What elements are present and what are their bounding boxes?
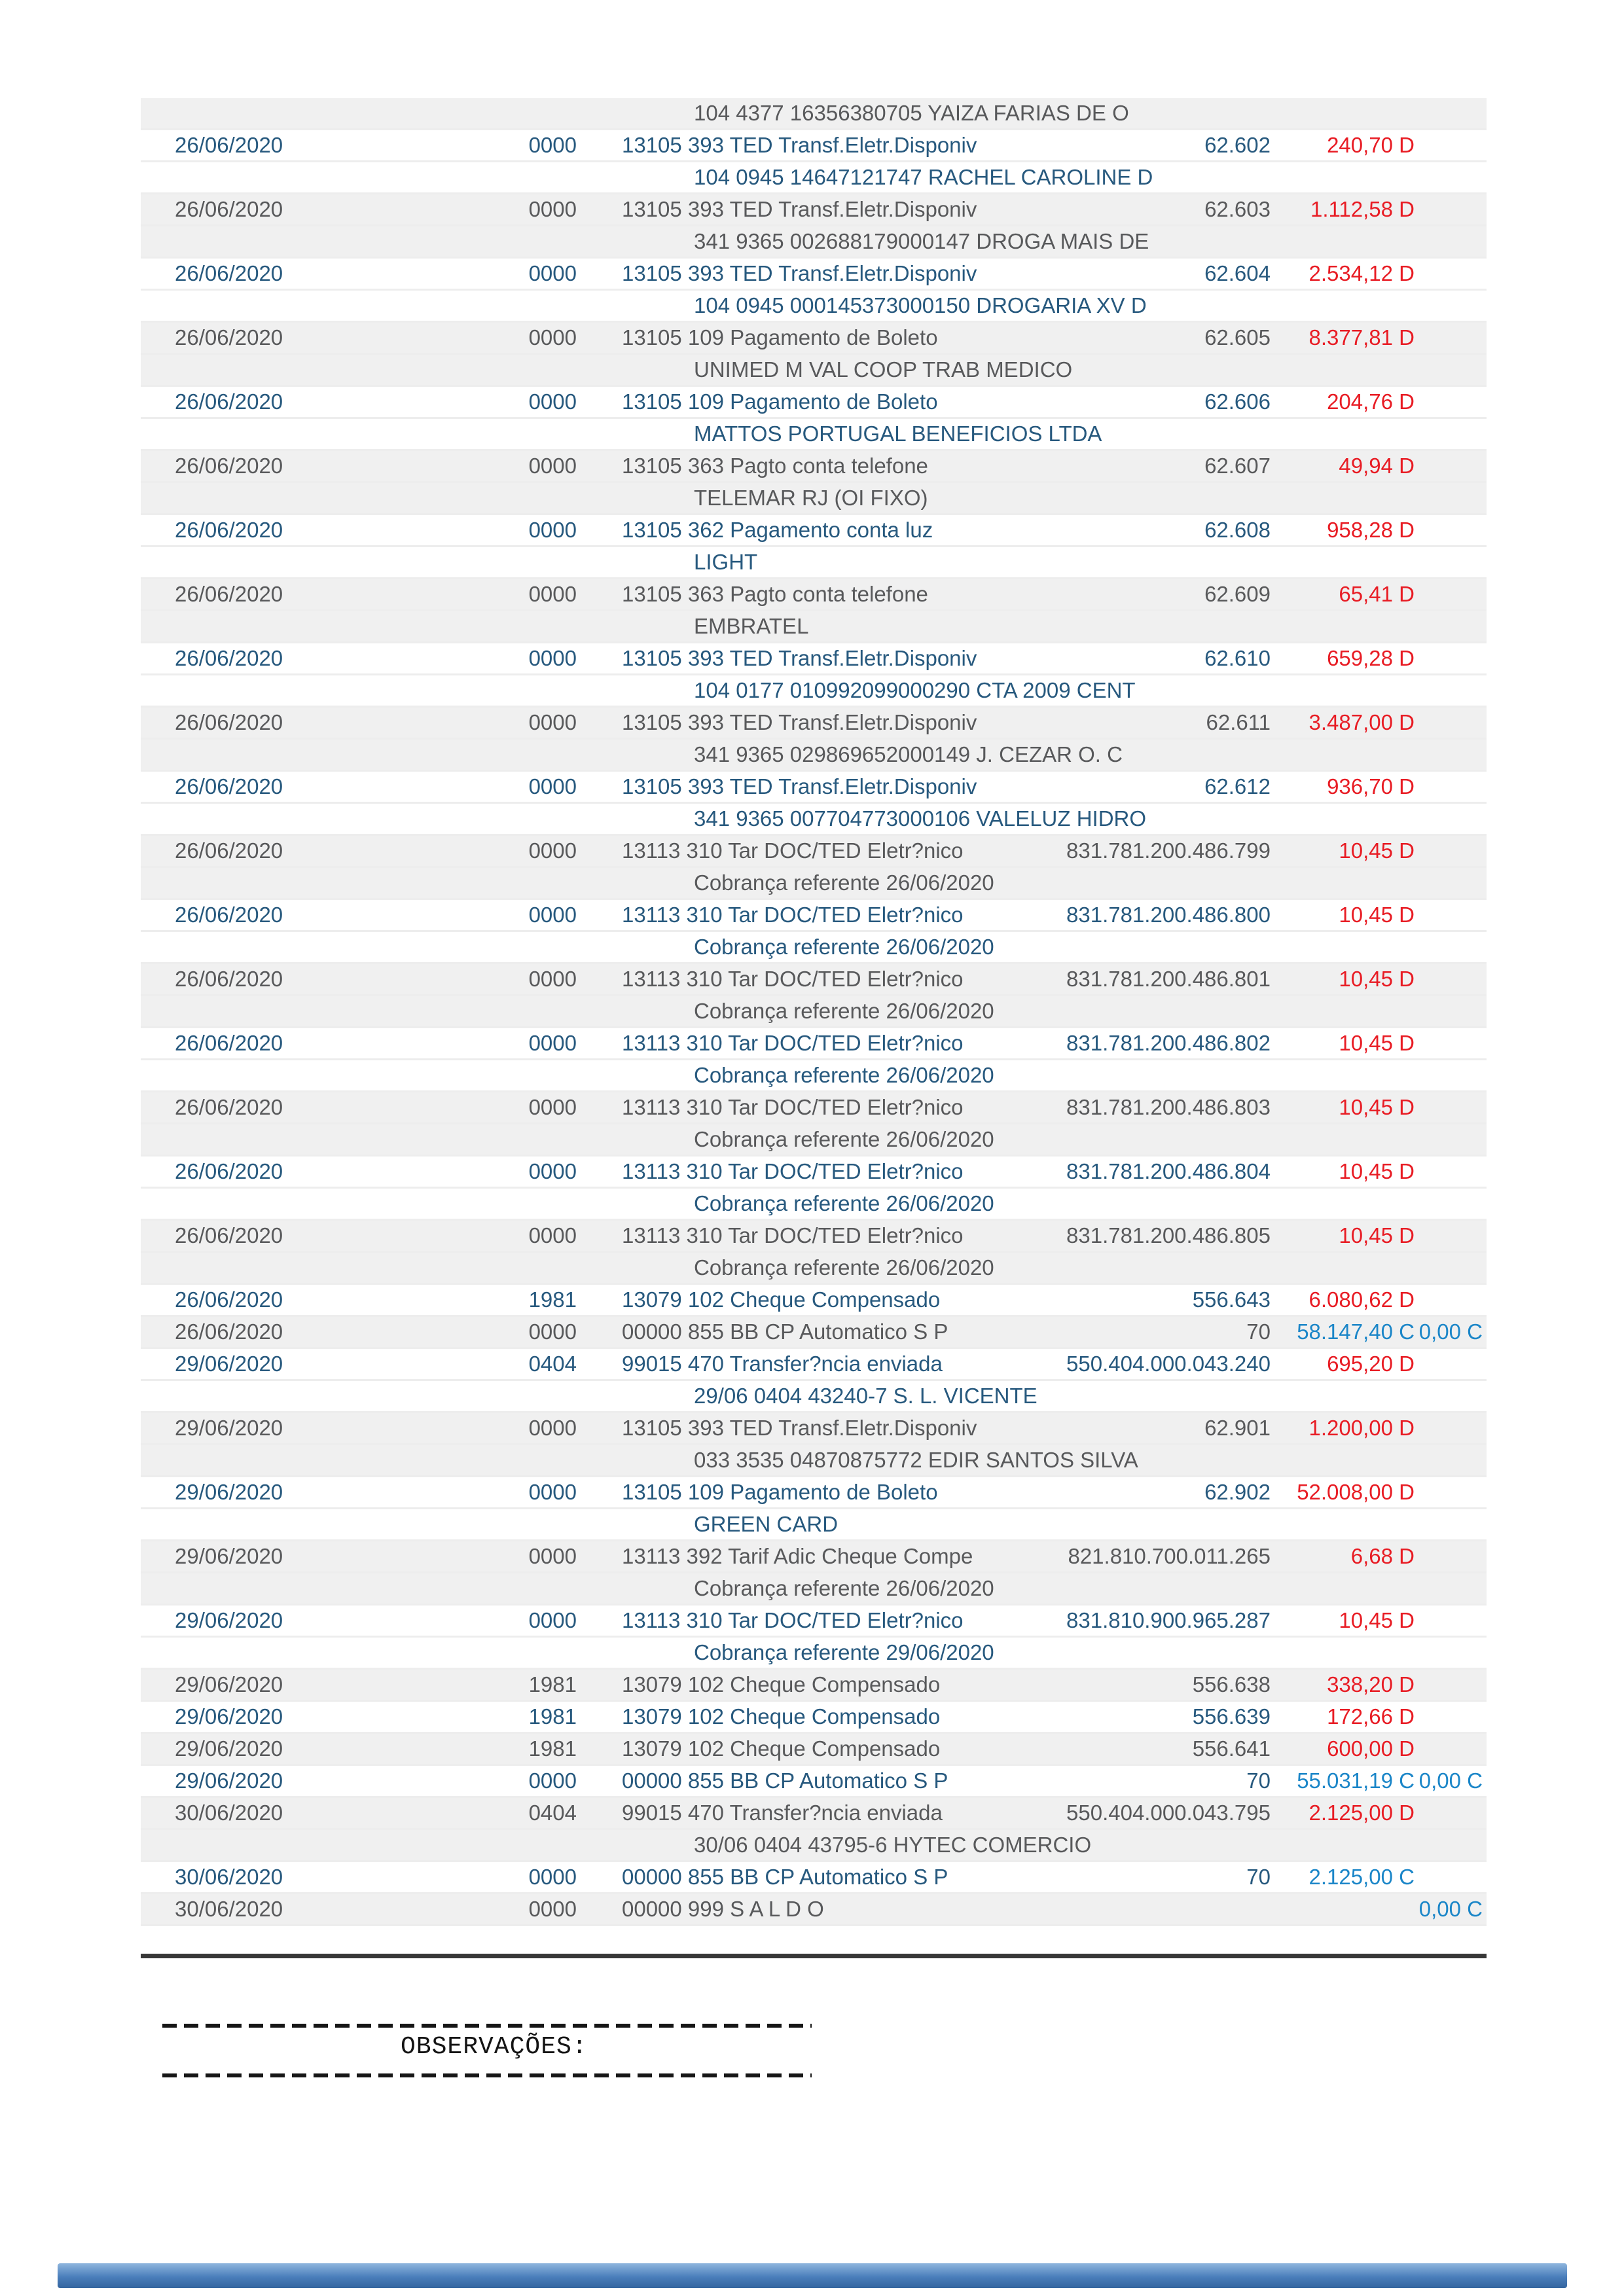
cell-agency: 0000 [528,454,577,478]
cell-date: 26/06/2020 [175,1223,283,1247]
table-row [141,1157,1487,1189]
cell-date: 30/06/2020 [175,1801,283,1825]
row-continuation [141,291,1487,323]
cell-agency: 0000 [528,1319,577,1344]
cell-description: 13113 310 Tar DOC/TED Eletr?nico [622,1031,964,1055]
row-continuation [141,419,1487,451]
cell-date: 26/06/2020 [175,582,283,606]
cell-value: 10,45 D [1339,1159,1415,1183]
continuation-text: Cobrança referente 26/06/2020 [694,1127,994,1151]
cell-value: 1.200,00 D [1308,1416,1415,1440]
cell-value: 10,45 D [1339,1095,1415,1119]
cell-date: 26/06/2020 [175,774,283,798]
cell-document-number: 831.781.200.486.799 [1066,838,1271,863]
observations-dashed-rule-bottom [162,2073,812,2077]
cell-date: 29/06/2020 [175,1672,283,1696]
cell-document-number: 550.404.000.043.240 [1066,1352,1271,1376]
row-continuation [141,1253,1487,1285]
cell-value: 58.147,40 C [1297,1319,1415,1344]
row-continuation [141,1124,1487,1157]
row-continuation [141,740,1487,772]
cell-date: 29/06/2020 [175,1736,283,1761]
row-continuation [141,611,1487,643]
cell-agency: 1981 [528,1672,577,1696]
table-row [141,772,1487,804]
cell-agency: 0000 [528,903,577,927]
table-row [141,1670,1487,1702]
cell-agency: 0000 [528,325,577,350]
table-row [141,130,1487,162]
cell-document-number: 62.604 [1204,261,1271,285]
row-continuation [141,804,1487,836]
cell-description: 13079 102 Cheque Compensado [622,1704,941,1729]
cell-agency: 1981 [528,1287,577,1312]
cell-document-number: 831.781.200.486.805 [1066,1223,1271,1247]
row-continuation [141,547,1487,579]
row-continuation [141,1189,1487,1221]
cell-agency: 0000 [528,1865,577,1889]
cell-date: 26/06/2020 [175,903,283,927]
cell-description: 13105 393 TED Transf.Eletr.Disponiv [622,1416,977,1440]
cell-date: 26/06/2020 [175,967,283,991]
cell-value: 936,70 D [1327,774,1415,798]
cell-document-number: 62.610 [1204,646,1271,670]
cell-value: 6.080,62 D [1308,1287,1415,1312]
table-row [141,1028,1487,1060]
cell-description: 13113 310 Tar DOC/TED Eletr?nico [622,1223,964,1247]
cell-description: 13105 109 Pagamento de Boleto [622,389,938,414]
cell-document-number: 70 [1246,1319,1271,1344]
cell-secondary-value: 0,00 C [1418,1897,1483,1921]
table-row [141,451,1487,483]
cell-value: 6,68 D [1350,1544,1415,1568]
cell-agency: 0000 [528,582,577,606]
cell-value: 958,28 D [1327,518,1415,542]
continuation-text: Cobrança referente 29/06/2020 [694,1640,994,1664]
row-continuation [141,932,1487,964]
cell-document-number: 831.810.900.965.287 [1066,1608,1271,1632]
table-row [141,1477,1487,1509]
continuation-text: TELEMAR RJ (OI FIXO) [694,486,928,510]
cell-document-number: 831.781.200.486.800 [1066,903,1271,927]
cell-description: 00000 855 BB CP Automatico S P [622,1319,948,1344]
row-continuation [141,868,1487,900]
table-row [141,708,1487,740]
table-row [141,1349,1487,1381]
transactions-table [141,98,1487,1926]
row-continuation [141,1830,1487,1862]
table-row [141,1798,1487,1830]
cell-document-number: 556.638 [1192,1672,1271,1696]
cell-agency: 0000 [528,774,577,798]
cell-agency: 0000 [528,197,577,221]
cell-description: 13079 102 Cheque Compensado [622,1736,941,1761]
continuation-text: GREEN CARD [694,1512,839,1536]
row-continuation [141,1509,1487,1541]
cell-description: 00000 855 BB CP Automatico S P [622,1865,948,1889]
cell-document-number: 62.605 [1204,325,1271,350]
cell-agency: 0000 [528,1095,577,1119]
table-row [141,323,1487,355]
continuation-text: LIGHT [694,550,758,574]
continuation-text: 341 9365 007704773000106 VALELUZ HIDRO [694,806,1147,831]
table-row [141,1734,1487,1766]
table-row [141,1894,1487,1926]
row-continuation [141,1638,1487,1670]
continuation-text: Cobrança referente 26/06/2020 [694,1063,994,1087]
cell-description: 13079 102 Cheque Compensado [622,1287,941,1312]
table-row [141,900,1487,932]
cell-document-number: 831.781.200.486.802 [1066,1031,1271,1055]
cell-value: 659,28 D [1327,646,1415,670]
cell-date: 26/06/2020 [175,710,283,734]
continuation-text: 104 4377 16356380705 YAIZA FARIAS DE O [694,101,1129,125]
continuation-text: 033 3535 04870875772 EDIR SANTOS SILVA [694,1448,1138,1472]
footer-blue-bar [58,2263,1567,2288]
table-row [141,1702,1487,1734]
continuation-text: 30/06 0404 43795-6 HYTEC COMERCIO [694,1833,1092,1857]
cell-agency: 0000 [528,838,577,863]
cell-value: 338,20 D [1327,1672,1415,1696]
table-bottom-rule [141,1954,1487,1958]
cell-agency: 0000 [528,710,577,734]
cell-description: 13105 393 TED Transf.Eletr.Disponiv [622,646,977,670]
table-row [141,1092,1487,1124]
cell-description: 13105 363 Pagto conta telefone [622,454,928,478]
table-row [141,643,1487,675]
cell-agency: 0000 [528,133,577,157]
cell-value: 600,00 D [1327,1736,1415,1761]
cell-description: 13113 310 Tar DOC/TED Eletr?nico [622,1095,964,1119]
continuation-text: 104 0177 010992099000290 CTA 2009 CENT [694,678,1136,702]
cell-value: 2.534,12 D [1308,261,1415,285]
cell-agency: 0000 [528,389,577,414]
table-row [141,194,1487,226]
row-continuation [141,996,1487,1028]
cell-agency: 1981 [528,1736,577,1761]
table-row [141,1317,1487,1349]
cell-description: 13079 102 Cheque Compensado [622,1672,941,1696]
cell-agency: 0000 [528,1897,577,1921]
cell-agency: 0000 [528,1223,577,1247]
row-continuation [141,226,1487,259]
cell-value: 10,45 D [1339,903,1415,927]
cell-date: 29/06/2020 [175,1544,283,1568]
cell-agency: 0000 [528,1416,577,1440]
cell-value: 8.377,81 D [1308,325,1415,350]
row-continuation [141,98,1487,130]
cell-document-number: 556.643 [1192,1287,1271,1312]
cell-document-number: 556.641 [1192,1736,1271,1761]
cell-date: 26/06/2020 [175,454,283,478]
table-row [141,964,1487,996]
cell-description: 13105 393 TED Transf.Eletr.Disponiv [622,774,977,798]
cell-document-number: 62.612 [1204,774,1271,798]
cell-date: 26/06/2020 [175,646,283,670]
cell-description: 13113 310 Tar DOC/TED Eletr?nico [622,903,964,927]
table-row [141,1766,1487,1798]
row-continuation [141,675,1487,708]
row-continuation [141,1445,1487,1477]
cell-value: 10,45 D [1339,1031,1415,1055]
cell-description: 13113 310 Tar DOC/TED Eletr?nico [622,838,964,863]
row-continuation [141,483,1487,515]
cell-document-number: 831.781.200.486.803 [1066,1095,1271,1119]
cell-agency: 0000 [528,1608,577,1632]
cell-value: 55.031,19 C [1297,1768,1415,1793]
cell-document-number: 550.404.000.043.795 [1066,1801,1271,1825]
cell-document-number: 62.609 [1204,582,1271,606]
cell-description: 13113 310 Tar DOC/TED Eletr?nico [622,967,964,991]
cell-value: 3.487,00 D [1308,710,1415,734]
cell-date: 26/06/2020 [175,1319,283,1344]
continuation-text: MATTOS PORTUGAL BENEFICIOS LTDA [694,422,1102,446]
cell-value: 1.112,58 D [1310,197,1415,221]
cell-date: 29/06/2020 [175,1768,283,1793]
cell-value: 204,76 D [1327,389,1415,414]
cell-agency: 0000 [528,518,577,542]
cell-document-number: 62.607 [1204,454,1271,478]
cell-date: 26/06/2020 [175,389,283,414]
cell-agency: 0000 [528,1159,577,1183]
cell-date: 26/06/2020 [175,1031,283,1055]
cell-agency: 1981 [528,1704,577,1729]
cell-value: 52.008,00 D [1297,1480,1415,1504]
table-row [141,1285,1487,1317]
cell-document-number: 70 [1246,1768,1271,1793]
table-row [141,259,1487,291]
continuation-text: Cobrança referente 26/06/2020 [694,999,994,1023]
cell-value: 172,66 D [1327,1704,1415,1729]
cell-agency: 0000 [528,1768,577,1793]
cell-date: 29/06/2020 [175,1480,283,1504]
cell-date: 26/06/2020 [175,133,283,157]
cell-agency: 0000 [528,967,577,991]
cell-document-number: 62.611 [1206,710,1271,734]
cell-date: 26/06/2020 [175,1159,283,1183]
continuation-text: 341 9365 002688179000147 DROGA MAIS DE [694,229,1149,253]
cell-agency: 0000 [528,646,577,670]
cell-document-number: 62.606 [1204,389,1271,414]
cell-description: 13105 393 TED Transf.Eletr.Disponiv [622,133,977,157]
cell-description: 13113 392 Tarif Adic Cheque Compe [622,1544,973,1568]
cell-date: 30/06/2020 [175,1865,283,1889]
cell-description: 13105 363 Pagto conta telefone [622,582,928,606]
cell-document-number: 62.608 [1204,518,1271,542]
continuation-text: Cobrança referente 26/06/2020 [694,1576,994,1600]
cell-description: 13105 362 Pagamento conta luz [622,518,933,542]
continuation-text: Cobrança referente 26/06/2020 [694,935,994,959]
cell-date: 29/06/2020 [175,1352,283,1376]
cell-date: 29/06/2020 [175,1416,283,1440]
cell-agency: 0404 [528,1801,577,1825]
continuation-text: 104 0945 14647121747 RACHEL CAROLINE D [694,165,1153,189]
cell-description: 00000 855 BB CP Automatico S P [622,1768,948,1793]
cell-date: 30/06/2020 [175,1897,283,1921]
cell-date: 26/06/2020 [175,197,283,221]
cell-description: 13105 109 Pagamento de Boleto [622,325,938,350]
cell-agency: 0000 [528,1544,577,1568]
table-row [141,836,1487,868]
observations-label: OBSERVAÇÕES: [401,2033,588,2061]
row-continuation [141,1381,1487,1413]
cell-date: 26/06/2020 [175,1287,283,1312]
cell-value: 695,20 D [1327,1352,1415,1376]
table-row [141,1862,1487,1894]
table-row [141,1541,1487,1573]
cell-document-number: 831.781.200.486.801 [1066,967,1271,991]
cell-value: 240,70 D [1327,133,1415,157]
table-row [141,1221,1487,1253]
cell-date: 29/06/2020 [175,1608,283,1632]
cell-description: 13105 393 TED Transf.Eletr.Disponiv [622,197,977,221]
cell-value: 10,45 D [1339,1223,1415,1247]
cell-secondary-value: 0,00 C [1418,1768,1483,1793]
cell-agency: 0000 [528,1480,577,1504]
cell-description: 99015 470 Transfer?ncia enviada [622,1801,943,1825]
cell-value: 2.125,00 C [1308,1865,1415,1889]
cell-document-number: 62.901 [1204,1416,1271,1440]
cell-agency: 0000 [528,1031,577,1055]
cell-document-number: 556.639 [1192,1704,1271,1729]
continuation-text: UNIMED M VAL COOP TRAB MEDICO [694,357,1073,382]
cell-value: 10,45 D [1339,967,1415,991]
cell-value: 2.125,00 D [1308,1801,1415,1825]
continuation-text: Cobrança referente 26/06/2020 [694,1255,994,1280]
cell-document-number: 62.902 [1204,1480,1271,1504]
cell-date: 26/06/2020 [175,1095,283,1119]
cell-date: 26/06/2020 [175,261,283,285]
cell-document-number: 821.810.700.011.265 [1068,1544,1271,1568]
cell-document-number: 70 [1246,1865,1271,1889]
table-row [141,1413,1487,1445]
table-row [141,515,1487,547]
cell-date: 29/06/2020 [175,1704,283,1729]
continuation-text: 104 0945 000145373000150 DROGARIA XV D [694,293,1147,317]
observations-dashed-rule-top [162,2024,812,2028]
cell-value: 10,45 D [1339,838,1415,863]
continuation-text: Cobrança referente 26/06/2020 [694,1191,994,1215]
cell-date: 26/06/2020 [175,518,283,542]
table-row [141,1605,1487,1638]
cell-value: 65,41 D [1339,582,1415,606]
cell-secondary-value: 0,00 C [1418,1319,1483,1344]
cell-document-number: 62.602 [1204,133,1271,157]
continuation-text: Cobrança referente 26/06/2020 [694,870,994,895]
row-continuation [141,162,1487,194]
cell-description: 13105 393 TED Transf.Eletr.Disponiv [622,710,977,734]
cell-value: 49,94 D [1339,454,1415,478]
cell-document-number: 62.603 [1204,197,1271,221]
cell-description: 99015 470 Transfer?ncia enviada [622,1352,943,1376]
row-continuation [141,355,1487,387]
continuation-text: 341 9365 029869652000149 J. CEZAR O. C [694,742,1123,766]
cell-value: 10,45 D [1339,1608,1415,1632]
cell-description: 00000 999 S A L D O [622,1897,824,1921]
cell-date: 26/06/2020 [175,838,283,863]
continuation-text: EMBRATEL [694,614,809,638]
row-continuation [141,1060,1487,1092]
cell-description: 13113 310 Tar DOC/TED Eletr?nico [622,1159,964,1183]
table-row [141,579,1487,611]
cell-document-number: 831.781.200.486.804 [1066,1159,1271,1183]
table-row [141,387,1487,419]
cell-description: 13113 310 Tar DOC/TED Eletr?nico [622,1608,964,1632]
cell-date: 26/06/2020 [175,325,283,350]
cell-description: 13105 109 Pagamento de Boleto [622,1480,938,1504]
cell-agency: 0000 [528,261,577,285]
row-continuation [141,1573,1487,1605]
cell-description: 13105 393 TED Transf.Eletr.Disponiv [622,261,977,285]
continuation-text: 29/06 0404 43240-7 S. L. VICENTE [694,1384,1038,1408]
cell-agency: 0404 [528,1352,577,1376]
